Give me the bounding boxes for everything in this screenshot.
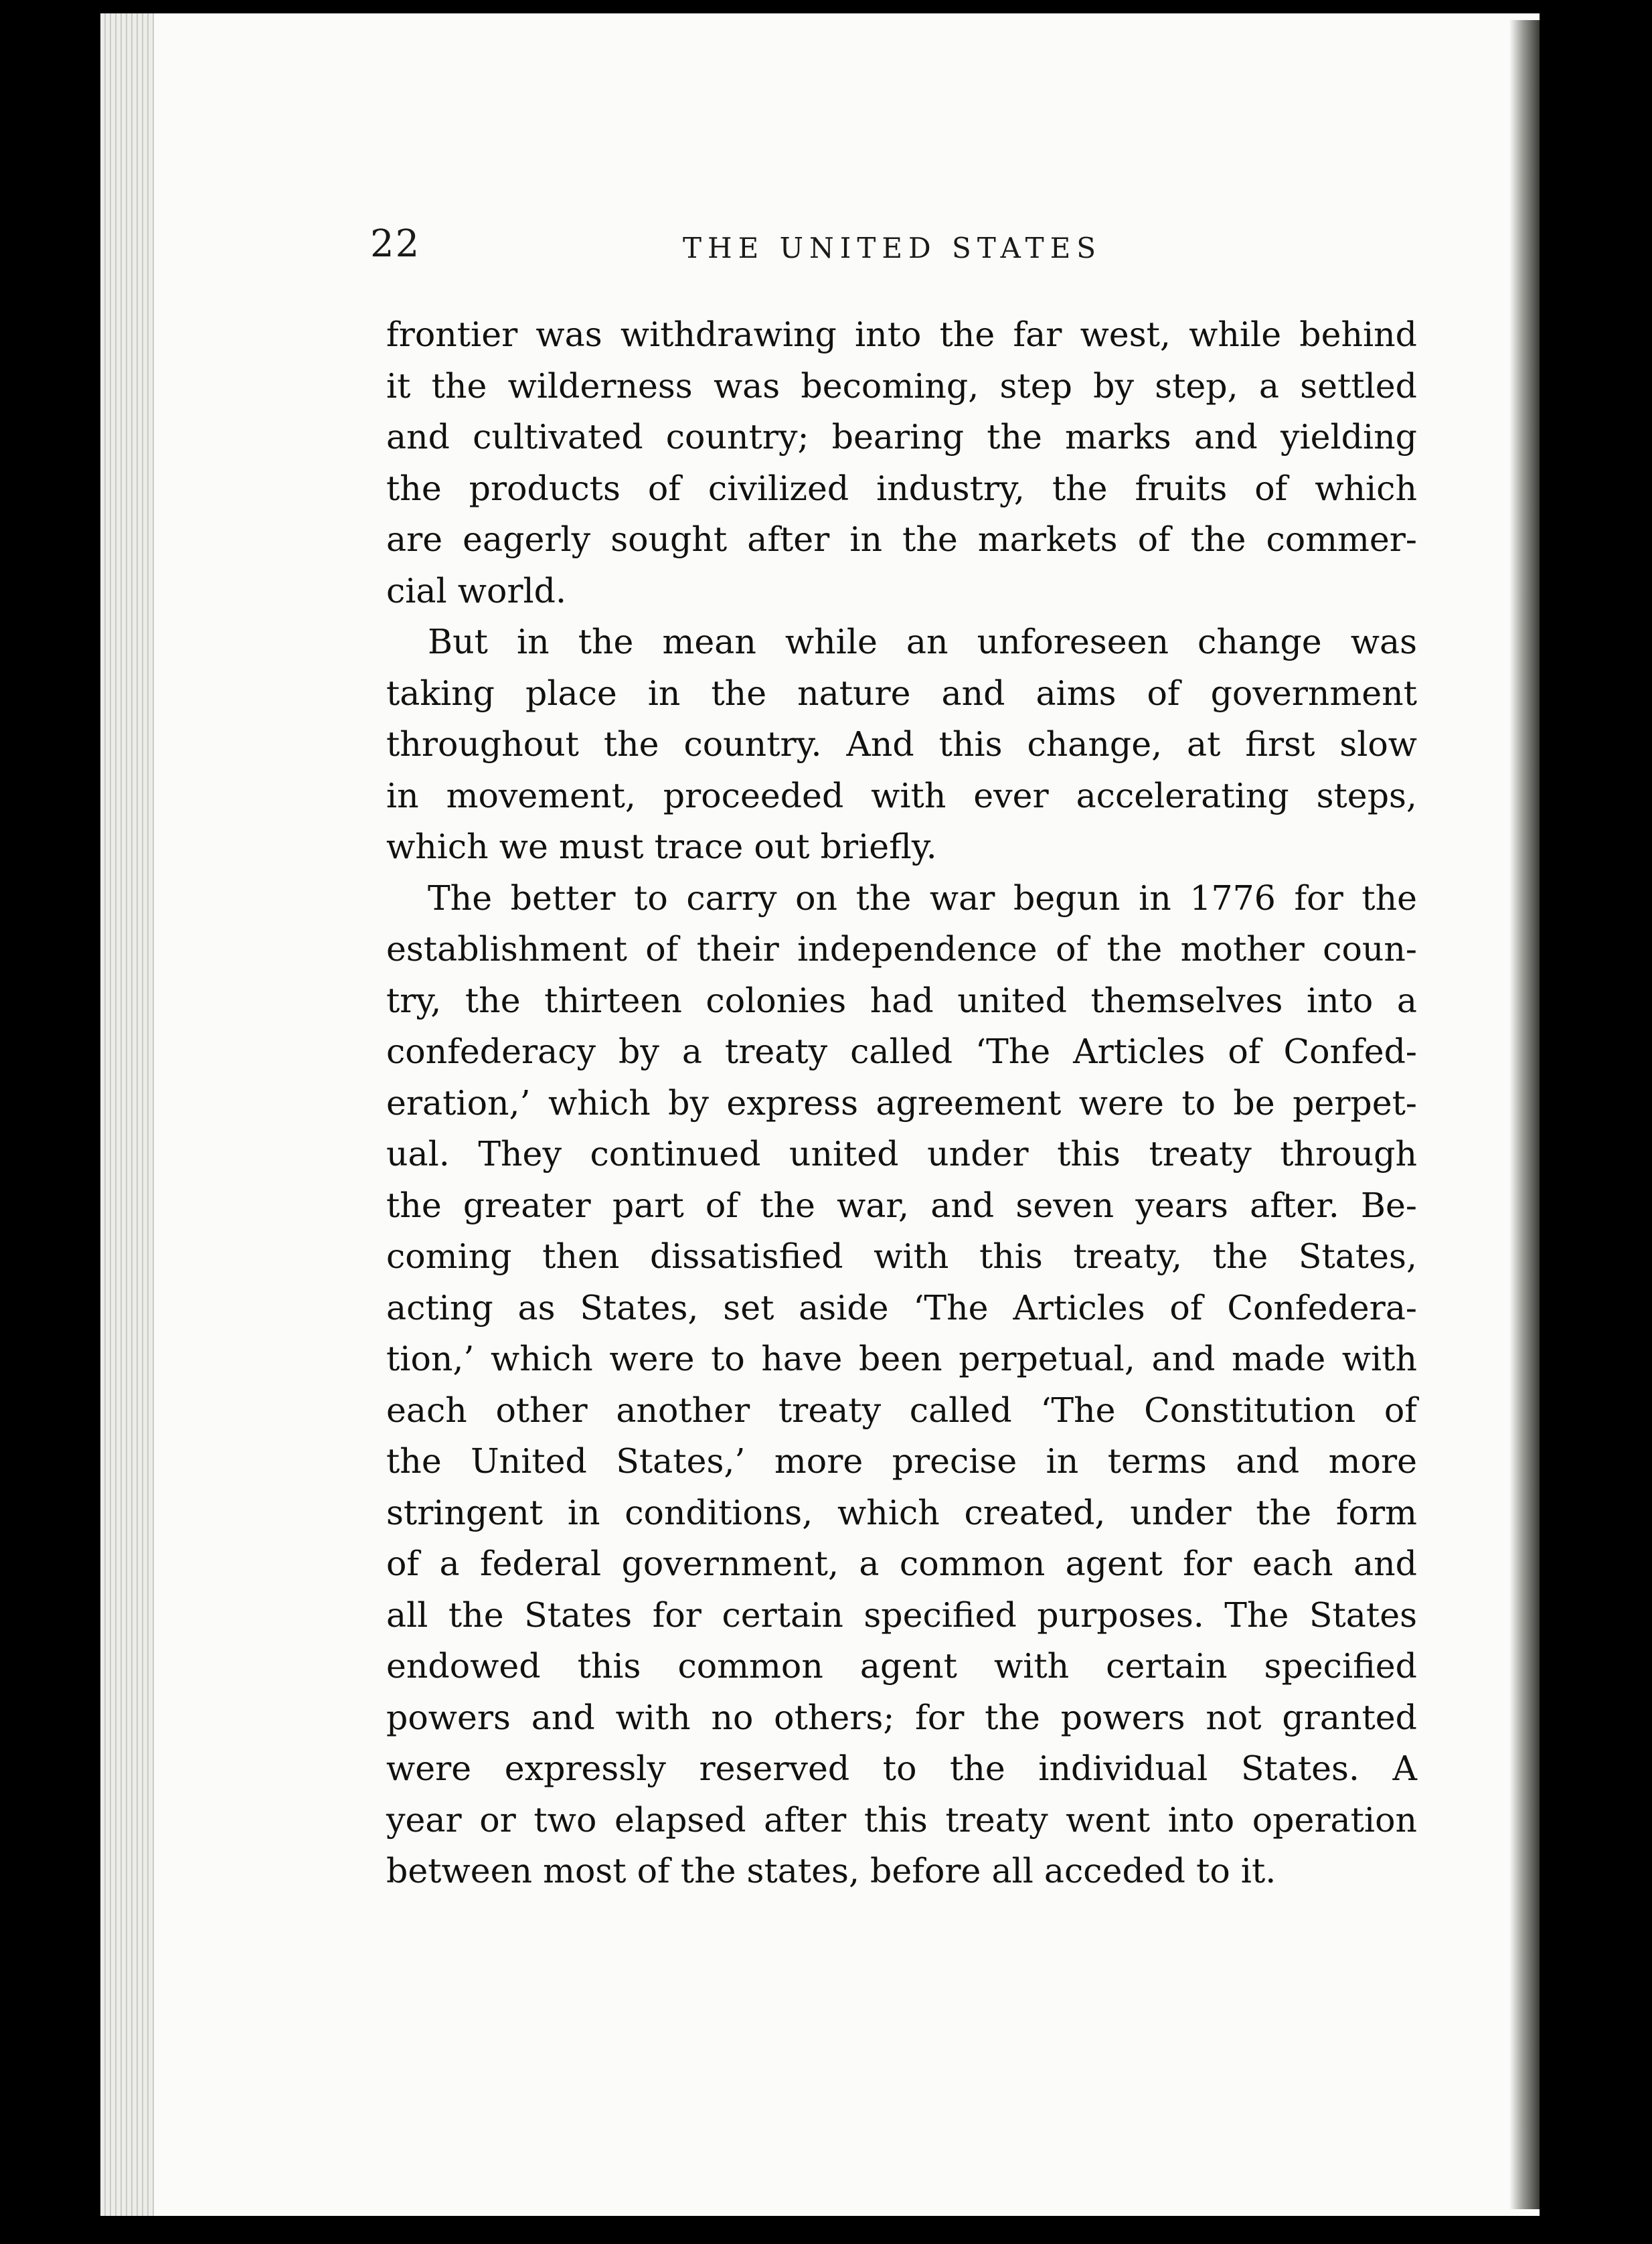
text-line: try, the thirteen colonies had united themselves into a [386, 980, 1417, 1020]
text-line: were expressly reserved to the individual States. A [386, 1749, 1417, 1788]
text-line: each other another treaty called ‘The Constitution of [386, 1390, 1417, 1430]
paragraph-2 [386, 617, 1417, 873]
paragraph-3 [386, 873, 1417, 1897]
page-header [370, 216, 1414, 276]
text-line: the products of civilized industry, the fruits of which [386, 468, 1417, 508]
text-line: which we must trace out briefly. [386, 827, 937, 866]
page-number: 22 [370, 222, 421, 266]
scan-border-top [0, 0, 1652, 13]
text-line: establishment of their independence of the mother coun- [386, 929, 1417, 969]
text-line: endowed this common agent with certain specified [386, 1646, 1417, 1686]
scan-border-right [1540, 0, 1652, 2244]
text-line: it the wilderness was becoming, step by step, a settled [386, 366, 1417, 406]
text-line: are eagerly sought after in the markets of the commer- [386, 519, 1417, 559]
running-head: THE UNITED STATES [682, 232, 1102, 264]
text-line: throughout the country. And this change, at first slow [386, 724, 1417, 764]
text-line: ual. They continued united under this treaty through [386, 1134, 1417, 1174]
text-line: frontier was withdrawing into the far west, while behind [386, 315, 1417, 354]
text-line: cial world. [386, 570, 567, 611]
text-line: between most of the states, before all acceded to it. [386, 1851, 1276, 1891]
text-line: tion,’ which were to have been perpetual, and made with [386, 1339, 1417, 1378]
text-line: all the States for certain specified purposes. The States [386, 1595, 1417, 1635]
body-text [386, 309, 1417, 1897]
text-line: eration,’ which by express agreement were to be perpet- [386, 1083, 1417, 1123]
text-line: the United States,’ more precise in terms and more [386, 1441, 1417, 1481]
text-line: confederacy by a treaty called ‘The Articles of Confed- [386, 1032, 1417, 1071]
text-line: The better to carry on the war begun in 1776 for the [428, 878, 1417, 918]
text-line: of a federal government, a common agent for each and [386, 1544, 1417, 1583]
text-line: the greater part of the war, and seven years after. Be- [386, 1185, 1417, 1225]
text-line: in movement, proceeded with ever accelerating steps, [386, 775, 1417, 815]
text-line: coming then dissatisfied with this treaty, the States, [386, 1236, 1417, 1276]
scan-border-bottom [0, 2216, 1652, 2244]
page-gutter-shadow [1509, 20, 1540, 2209]
text-line: and cultivated country; bearing the marks and yielding [386, 417, 1417, 457]
text-line: year or two elapsed after this treaty went into operation [386, 1799, 1417, 1840]
paragraph-1 [386, 309, 1417, 617]
text-line: stringent in conditions, which created, under the form [386, 1492, 1417, 1532]
page-edges [100, 13, 154, 2216]
text-line: powers and with no others; for the powers not granted [386, 1697, 1417, 1737]
text-line: taking place in the nature and aims of government [386, 673, 1417, 713]
text-line: But in the mean while an unforeseen change was [428, 622, 1417, 661]
text-line: acting as States, set aside ‘The Articles of Confedera- [386, 1287, 1417, 1328]
